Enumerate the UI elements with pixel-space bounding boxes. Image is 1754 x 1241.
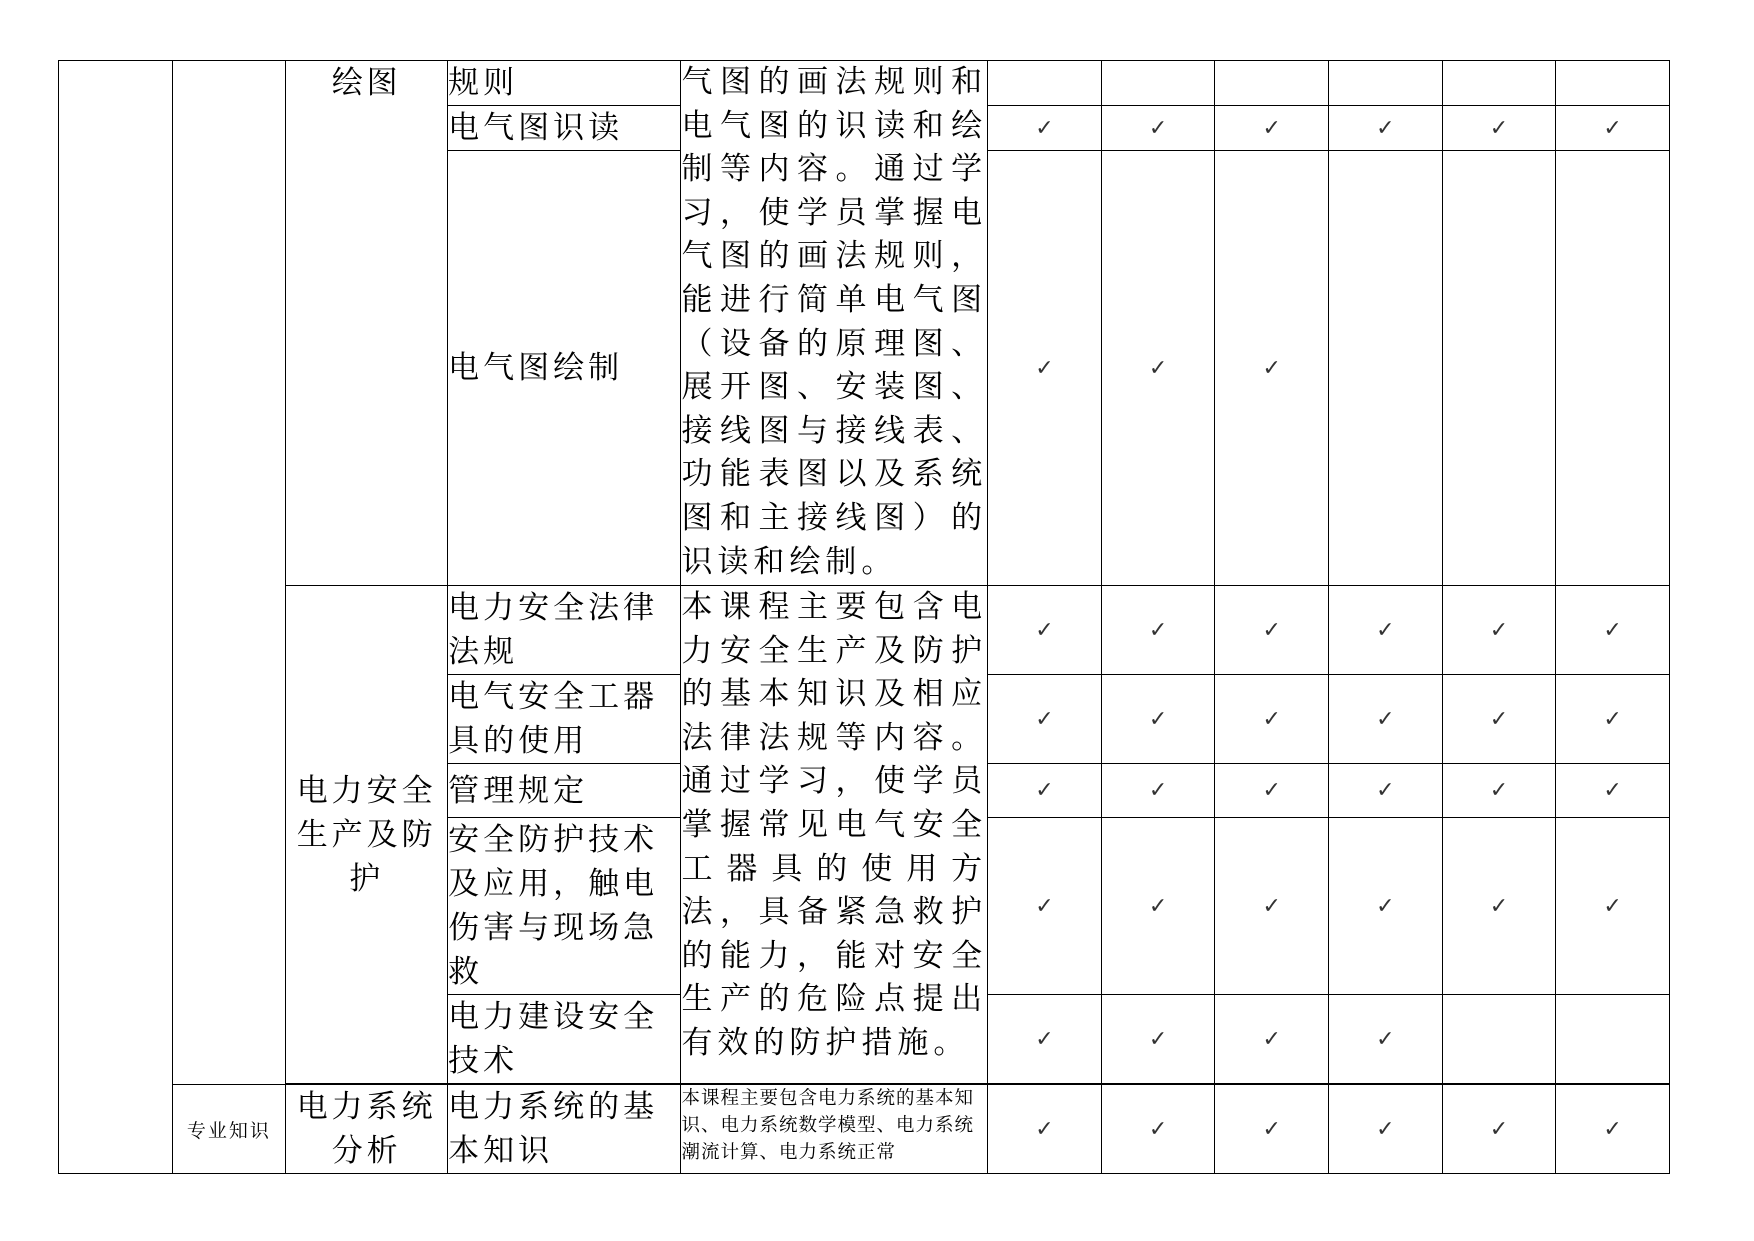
item-label: 管理规定 (448, 772, 589, 809)
check-cell: ✓ (1101, 151, 1215, 586)
course-name: 电力系统分析 (296, 1089, 437, 1169)
item-cell (448, 1085, 681, 1174)
check-cell (1329, 61, 1443, 106)
check-cell: ✓ (1556, 106, 1670, 151)
check-cell (1442, 61, 1556, 106)
check-cell: ✓ (988, 675, 1102, 764)
check-cell: ✓ (1215, 106, 1329, 151)
check-cell: ✓ (1556, 675, 1670, 764)
course-description-cell (681, 1085, 988, 1174)
item-label: 电气安全工器具的使用 (448, 679, 659, 759)
check-cell (988, 61, 1102, 106)
check-cell: ✓ (1215, 675, 1329, 764)
check-cell: ✓ (1329, 586, 1443, 675)
category-label: 专业知识 (186, 1119, 271, 1142)
check-cell: ✓ (1556, 818, 1670, 995)
item-label: 电力系统的基本知识 (448, 1089, 659, 1169)
check-cell (1556, 151, 1670, 586)
check-cell: ✓ (1442, 106, 1556, 151)
check-cell: ✓ (1215, 586, 1329, 675)
check-cell: ✓ (1101, 995, 1215, 1084)
item-label: 电气图识读 (448, 110, 624, 146)
check-cell: ✓ (1556, 764, 1670, 818)
table-row (59, 61, 1670, 106)
course-description: 本课程主要包含电力安全生产及防护的基本知识及相应法律法规等内容。通过学习，使学员掌握常见电气安全工器具的使用方法，具备紧急救护的能力，能对安全生产的危险点提出有效的防护措施。 (681, 589, 988, 1061)
check-cell: ✓ (988, 764, 1102, 818)
item-cell (448, 106, 681, 151)
item-cell (448, 675, 681, 764)
item-cell (448, 61, 681, 106)
item-label: 电力建设安全技术 (448, 999, 659, 1079)
check-cell: ✓ (1215, 151, 1329, 586)
course-description-cell (681, 61, 988, 586)
check-cell: ✓ (1329, 995, 1443, 1084)
check-cell: ✓ (1442, 818, 1556, 995)
item-cell (448, 818, 681, 995)
check-cell: ✓ (1329, 106, 1443, 151)
check-cell (1329, 151, 1443, 586)
course-name: 绘图 (331, 65, 402, 101)
check-cell: ✓ (1442, 1085, 1556, 1174)
check-cell: ✓ (988, 818, 1102, 995)
check-cell: ✓ (1329, 1085, 1443, 1174)
curriculum-table (58, 60, 1670, 1174)
check-cell: ✓ (1215, 1085, 1329, 1174)
check-cell: ✓ (988, 586, 1102, 675)
check-cell (1556, 61, 1670, 106)
table-row (59, 586, 1670, 675)
item-label: 电力安全法律法规 (448, 590, 659, 670)
table-row (59, 1085, 1670, 1174)
check-cell: ✓ (1215, 818, 1329, 995)
check-cell: ✓ (1556, 1085, 1670, 1174)
check-cell (1101, 61, 1215, 106)
course-name-cell (286, 586, 448, 1084)
check-cell: ✓ (988, 151, 1102, 586)
course-name: 电力安全生产及防护 (296, 772, 437, 897)
item-label: 电气图绘制 (448, 350, 624, 386)
item-cell (448, 151, 681, 586)
course-name-cell (286, 61, 448, 586)
course-name-cell (286, 1085, 448, 1174)
check-cell: ✓ (1442, 586, 1556, 675)
blank-category-column (172, 61, 286, 1085)
item-cell (448, 764, 681, 818)
check-cell: ✓ (1329, 764, 1443, 818)
check-cell: ✓ (1101, 586, 1215, 675)
item-cell (448, 995, 681, 1084)
check-cell: ✓ (1215, 995, 1329, 1084)
check-cell: ✓ (1101, 675, 1215, 764)
check-cell (1442, 151, 1556, 586)
check-cell: ✓ (988, 1085, 1102, 1174)
check-cell: ✓ (1215, 764, 1329, 818)
item-label: 规则 (448, 65, 519, 101)
check-cell: ✓ (1101, 106, 1215, 151)
check-cell: ✓ (1101, 764, 1215, 818)
item-label: 安全防护技术及应用，触电伤害与现场急救 (448, 822, 659, 990)
category-cell (172, 1085, 286, 1174)
blank-left-column (59, 61, 173, 1174)
check-cell: ✓ (988, 106, 1102, 151)
check-cell: ✓ (1329, 675, 1443, 764)
check-cell (1556, 995, 1670, 1084)
check-cell: ✓ (1556, 586, 1670, 675)
check-cell (1215, 61, 1329, 106)
check-cell: ✓ (1329, 818, 1443, 995)
item-cell (448, 586, 681, 675)
check-cell: ✓ (1442, 764, 1556, 818)
course-description: 气图的画法规则和电气图的识读和绘制等内容。通过学习，使学员掌握电气图的画法规则，能进行简单电气图（设备的原理图、展开图、安装图、接线图与接线表、功能表图以及系统图和主接线图）的识读和绘制。 (681, 64, 988, 580)
check-cell (1442, 995, 1556, 1084)
course-description: 本课程主要包含电力系统的基本知识、电力系统数学模型、电力系统潮流计算、电力系统正常 (681, 1088, 974, 1163)
check-cell: ✓ (988, 995, 1102, 1084)
check-cell: ✓ (1101, 818, 1215, 995)
check-cell: ✓ (1101, 1085, 1215, 1174)
course-description-cell (681, 586, 988, 1084)
check-cell: ✓ (1442, 675, 1556, 764)
